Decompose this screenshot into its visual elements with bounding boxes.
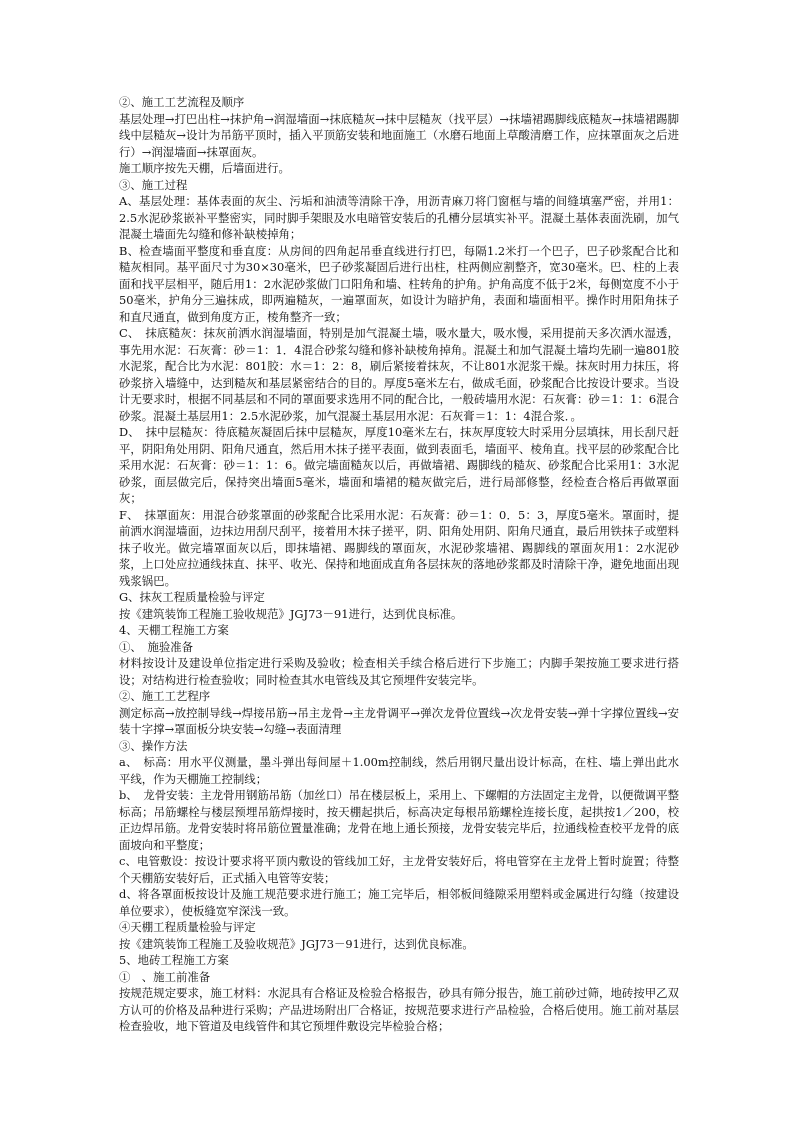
paragraph-base-coat: C、 抹底糙灰：抹灰前洒水润湿墙面，特别是加气混凝土墙，吸水量大，吸水慢，采用提前天多次洒水湿透，事先用水泥：石灰膏：砂＝1：1．4混合砂浆勾缝和修补缺棱角掉角。混凝土和加气混凝土墙均先刷一遍801胶水泥浆，配合比为水泥：801胶：水＝1：2：8，刷后紧接着抹灰，不让801水泥浆干燥。抹灰时用力抹压，将砂浆挤入墙缝中，达到糙灰和基层紧密结合的目的。厚度5毫米左右，做成毛面，砂浆配合比按设计要求。当设计无要求时，根据不同基层和不同的罩面要求选用不同的配合比，一般砖墙用水泥：石灰膏：砂＝1：1：6混合砂浆。混凝土基层用1：2.5水泥砂浆，加气混凝土基层用水泥：石灰膏＝1：1：4混合浆．。 <box>119 326 679 423</box>
heading-operation-method: ③、操作方法 <box>119 738 188 753</box>
paragraph-ceiling-procedure: 测定标高→放控制导线→焊接吊筋→吊主龙骨→主龙骨调平→弹次龙骨位置线→次龙骨安装→弹十字撑位置线→安装十字撑→罩面板分块安装→勾缝→表面清理 <box>119 705 679 736</box>
heading-process-flow: ②、施工工艺流程及顺序 <box>119 95 245 109</box>
heading-construction-process: ③、施工过程 <box>119 177 188 192</box>
paragraph-flatness-check: B、检查墙面平整度和垂直度：从房间的四角起吊垂直线进行打巴，每隔1.2米打一个巴子，巴子砂浆配合比和糙灰相同。基平面尺寸为30×30毫米，巴子砂浆凝固后进行出柱，柱两侧应割整齐，宽30毫米。巴、柱的上表面和找平层相平，随后用1：2水泥砂浆做门口阳角和墙、柱转角的护角。护角高度不低于2米，每侧宽度不小于50毫米，护角分三遍抹成，即两遍糙灰，一遍罩面灰，如设计为暗护角，表面和墙面相平。操作时用阳角抹子和直尺通直，做到角度方正，棱角整齐一致； <box>119 243 679 324</box>
heading-plaster-quality: G、抹灰工程质量检验与评定 <box>119 590 265 604</box>
paragraph-ceiling-standard: 按《建筑装饰工程施工及验收规范》JGJ73－91进行，达到优良标准。 <box>119 936 474 951</box>
paragraph-process-flow: 基层处理→打巴出柱→抹护角→润湿墙面→抹底糙灰→抹中层糙灰（找平层）→抹墙裙踢脚线底糙灰→抹墙裙踢脚线中层糙灰→设计为吊筋平顶时，插入平顶筋安装和地面施工（水磨石地面上草酸清磨工作，应抹罩面灰之后进行）→润湿墙面→抹罩面灰。 <box>119 111 679 159</box>
heading-ceiling-quality: ④天棚工程质量检验与评定 <box>119 920 256 934</box>
paragraph-elevation: a、 标高：用水平仪测量，墨斗弹出每间屋＋1.00m控制线，然后用钢尺量出设计标高，在柱、墙上弹出此水平线，作为天棚施工控制线； <box>119 755 679 786</box>
paragraph-panel-installation: d、将各罩面板按设计及施工规范要求进行施工；施工完毕后，相邻板间缝隙采用塑料或金属进行勾缝（按建设单位要求），使板缝宽窄深浅一致。 <box>119 887 679 918</box>
paragraph-keel-installation: b、 龙骨安装：主龙骨用钢筋吊筋（加丝口）吊在楼层板上，采用上、下螺帽的方法固定主龙骨，以便微调平整标高；吊筋螺栓与楼层预埋吊筋焊接时，按天棚起拱后，标高决定每根吊筋螺栓连接长度，起拱按1／200，校正边焊吊筋。龙骨安装时将吊筋位置量准确；龙骨在地上通长预接，龙骨安装完毕后，拉通线检查校平龙骨的底面坡向和平整度； <box>119 788 679 852</box>
heading-tile-preparation: ① 、施工前准备 <box>119 969 211 984</box>
paragraph-finish-coat: F、 抹罩面灰：用混合砂浆罩面的砂浆配合比采用水泥：石灰膏：砂＝1：0．5：3，厚度5毫米。罩面时，提前洒水润湿墙面，边抹边用刮尺刮平，接着用木抹子搓平，阴、阳角处用阴、阳角尺通直，最后用铁抹子或塑料抹子收光。做完墙罩面灰以后，即抹墙裙、踢脚线的罩面灰，水泥砂浆墙裙、踢脚线的罩面灰用1：2水泥砂浆，上口处应拉通线抹直、抹平、收光、保持和地面成直角各层抹灰的落地砂浆都及时清除干净，避免地面出现残浆锅巴。 <box>119 507 679 588</box>
paragraph-ceiling-preparation: 材料按设计及建设单位指定进行采购及验收；检查相关手续合格后进行下步施工；内脚手架按施工要求进行搭设；对结构进行检查验收；同时检查其水电管线及其它预埋件安装完毕。 <box>119 656 679 687</box>
heading-tile-plan: 5、地砖工程施工方案 <box>119 953 229 967</box>
heading-ceiling-procedure: ②、施工工艺程序 <box>119 689 211 703</box>
paragraph-conduit-laying: c、电管敷设：按设计要求将平顶内敷设的管线加工好，主龙骨安装好后，将电管穿在主龙骨上暂时旋置；待整个天棚筋安装好后，正式插入电管等安装； <box>119 854 679 885</box>
document-body <box>119 94 679 1035</box>
paragraph-tile-preparation: 按规范规定要求，施工材料：水泥具有合格证及检验合格报告，砂具有筛分报告，施工前砂过筛，地砖按甲乙双方认可的价格及品种进行采购；产品进场附出厂合格证，按规范要求进行产品检验，合格后使用。施工前对基层检查验收，地下管道及电线管件和其它预埋件敷设完毕检验合格； <box>119 986 679 1033</box>
paragraph-middle-coat: D、 抹中层糙灰：待底糙灰凝固后抹中层糙灰，厚度10毫米左右，抹灰厚度较大时采用分层填抹，用长刮尺赶平，阴阳角处用阴、阳角尺通直，然后用木抹子搓平表面，做到表面毛，墙面平、棱角直。找平层的砂浆配合比采用水泥：石灰膏：砂＝1：1：6。做完墙面糙灰以后，再做墙裙、踢脚线的糙灰、砂浆配合比采用1：3水泥砂浆，面层做完后，保持突出墙面5毫米，墙面和墙裙的糙灰做完后，进行局部修整，经检查合格后再做罩面灰； <box>119 425 679 505</box>
paragraph-construction-order: 施工顺序按先天棚，后墙面进行。 <box>119 161 290 175</box>
paragraph-plaster-standard: 按《建筑装饰工程施工验收规范》JGJ73－91进行，达到优良标准。 <box>119 606 463 621</box>
heading-ceiling-preparation: ①、 施验准备 <box>119 639 194 654</box>
heading-ceiling-plan: 4、天棚工程施工方案 <box>119 623 229 637</box>
paragraph-base-treatment: A、基层处理：基体表面的灰尘、污垢和油渍等清除干净，用沥青麻刀将门窗框与墙的间缝填塞严密，并用1：2.5水泥砂浆嵌补平整密实，同时脚手架眼及水电暗管安装后的孔槽分层填实补平。混凝土基体表面洗刷，加气混凝土墙面先勾缝和修补缺棱掉角； <box>119 194 679 241</box>
